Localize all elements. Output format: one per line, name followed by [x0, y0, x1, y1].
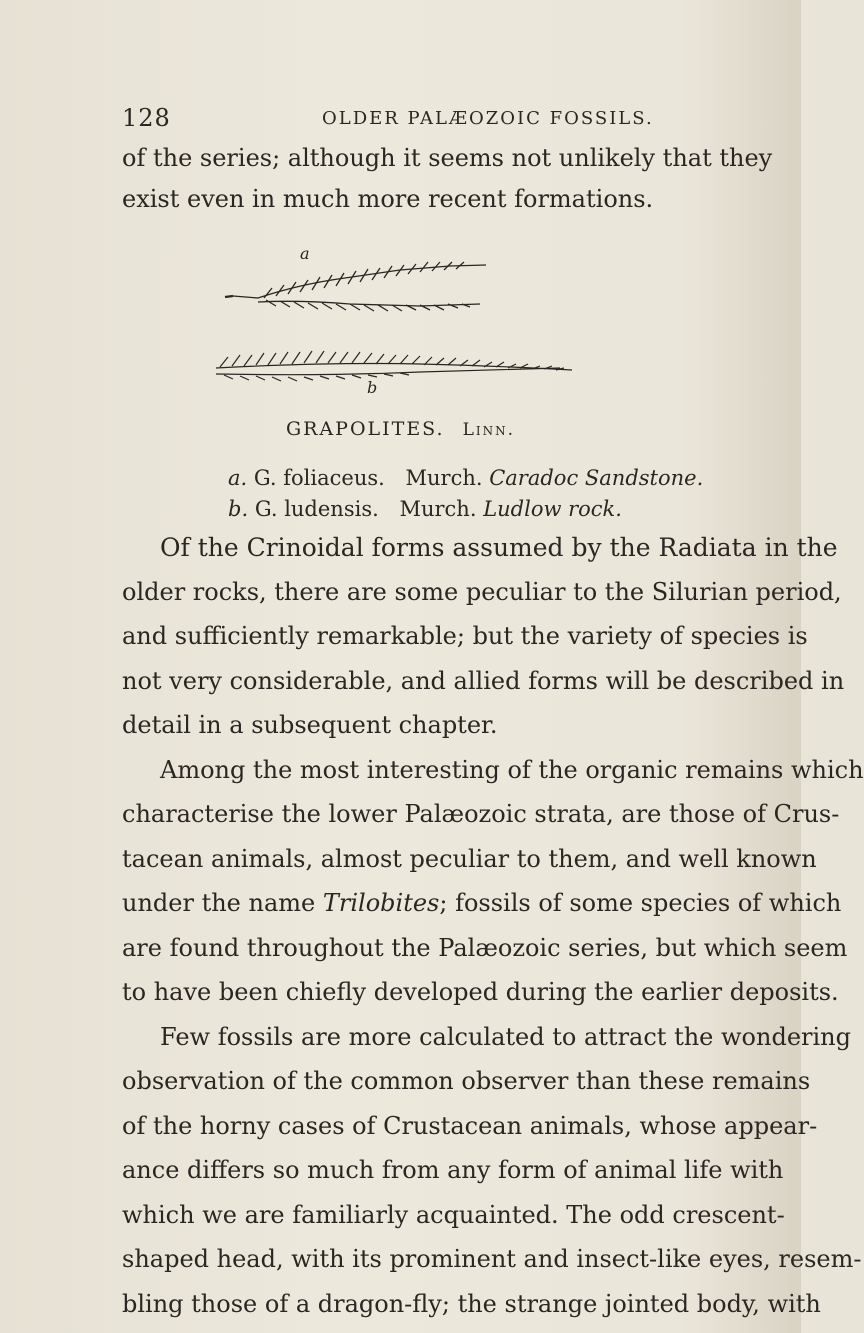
caption-a-formation: Caradoc Sandstone.: [489, 466, 704, 490]
figure-title-author: Linn.: [462, 420, 516, 440]
graptolite-figure: [0, 240, 801, 410]
p3-line-6: shaped head, with its prominent and insect-like eyes, resem-: [122, 1245, 862, 1273]
p2-line-4-pre: under the name: [122, 889, 316, 917]
intro-line-2: exist even in much more recent formations.: [122, 185, 654, 213]
p3-line-1: Few fossils are more calculated to attract the wondering: [160, 1023, 851, 1051]
p2-line-4: [122, 889, 842, 917]
caption-b-letter: b.: [228, 497, 249, 521]
caption-b: [228, 497, 622, 521]
caption-b-authority: Murch.: [399, 497, 477, 521]
caption-b-formation: Ludlow rock.: [483, 497, 622, 521]
p2-line-4-post: ; fossils of some species of which: [439, 889, 842, 917]
intro-line-1: of the series; although it seems not unlikely that they: [122, 144, 773, 172]
p3-line-2: observation of the common observer than these remains: [122, 1067, 811, 1095]
p2-line-1: Among the most interesting of the organic remains which: [160, 756, 864, 784]
p1-line-4: not very considerable, and allied forms will be described in: [122, 667, 845, 695]
p2-line-4-trilobites: Trilobites: [322, 889, 440, 917]
p3-line-3: of the horny cases of Crustacean animals, whose appear-: [122, 1112, 818, 1140]
caption-a: [228, 466, 703, 490]
graptolite-illustration: [0, 240, 801, 410]
page-number: 128: [122, 104, 171, 132]
p1-line-1: Of the Crinoidal forms assumed by the Radiata in the: [160, 533, 838, 562]
caption-a-authority: Murch.: [405, 466, 483, 490]
figure-title-main: GRAPOLITES.: [285, 418, 445, 440]
figure-title: [0, 418, 801, 440]
p1-line-2: older rocks, there are some peculiar to the Silurian period,: [122, 578, 842, 606]
p2-line-6: to have been chiefly developed during the earlier deposits.: [122, 978, 839, 1006]
caption-b-species: G. ludensis.: [254, 497, 379, 521]
p2-line-2: characterise the lower Palæozoic strata, are those of Crus-: [122, 800, 840, 828]
page-header: [122, 104, 742, 134]
figure-label-a: a: [300, 244, 310, 263]
running-head: OLDER PALÆOZOIC FOSSILS.: [322, 108, 654, 129]
p3-line-7: bling those of a dragon-fly; the strange jointed body, with: [122, 1290, 821, 1318]
p1-line-5: detail in a subsequent chapter.: [122, 711, 498, 739]
p1-line-3: and sufficiently remarkable; but the variety of species is: [122, 622, 808, 650]
p2-line-5: are found throughout the Palæozoic series, but which seem: [122, 934, 848, 962]
figure-label-b: b: [367, 378, 378, 397]
graptolite-b: [216, 351, 572, 381]
p3-line-5: which we are familiarly acquainted. The odd crescent-: [122, 1201, 785, 1229]
p3-line-4: ance differs so much from any form of animal life with: [122, 1156, 784, 1184]
graptolite-a: [225, 262, 486, 311]
caption-a-letter: a.: [228, 466, 248, 490]
caption-a-species: G. foliaceus.: [253, 466, 385, 490]
p2-line-3: tacean animals, almost peculiar to them, and well known: [122, 845, 817, 873]
